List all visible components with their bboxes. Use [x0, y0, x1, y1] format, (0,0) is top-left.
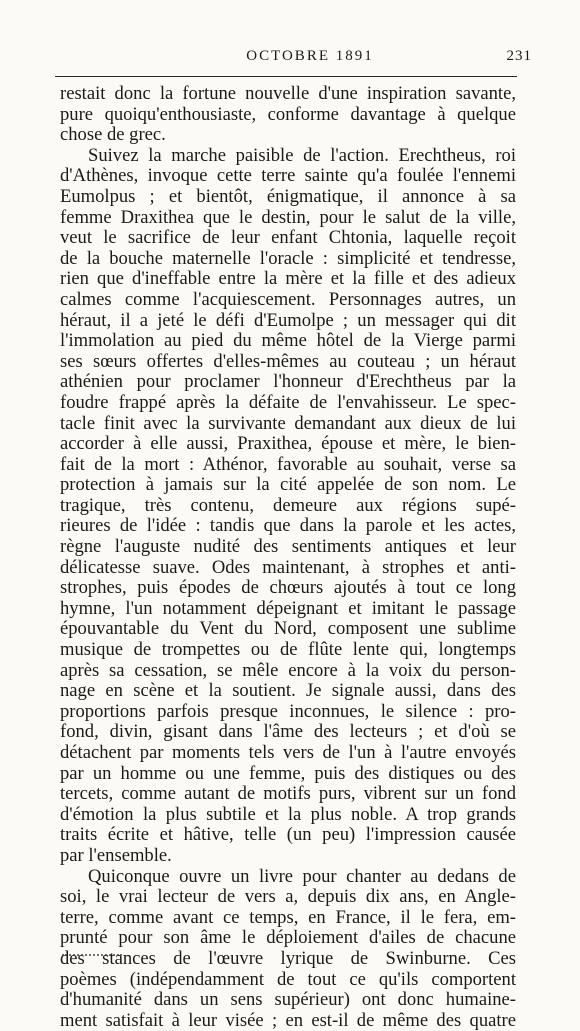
- catchword-mark: [62, 954, 122, 960]
- text-line: après sa cessation, se mêle encore à la voix du person-: [60, 660, 516, 681]
- text-line: délicatesse suave. Odes maintenant, à strophes et anti-: [60, 557, 516, 578]
- header-rule: [55, 76, 517, 77]
- text-line: détachent par moments tels vers de l'un à l'autre envoyés: [60, 743, 516, 763]
- text-line: accorder à elle aussi, Praxithea, épouse et mère, le bien-: [60, 434, 516, 455]
- text-line: règne l'auguste nudité des sentiments antiques et leur: [60, 537, 516, 558]
- page-number: 231: [506, 48, 532, 64]
- text-line: hymne, l'un notamment dépeignant et imitant le passage: [60, 598, 516, 619]
- text-line: d'humanité dans un sens supérieur) ont donc humaine-: [60, 990, 516, 1011]
- text-line: fond, divin, gisant dans l'âme des lecteurs ; et d'où se: [60, 722, 516, 743]
- text-line: calmes comme l'acquiescement. Personnages autres, un: [60, 289, 516, 310]
- text-line: épouvantable du Vent du Nord, composent une sublime: [60, 619, 516, 640]
- text-line: foudre frappé après la défaite de l'envahisseur. Le spec-: [60, 392, 516, 413]
- text-line: rieures de l'idée : tandis que dans la parole et les actes,: [60, 516, 516, 537]
- text-line: pure quoiqu'enthousiaste, conforme davantage à quelque: [60, 104, 516, 125]
- text-line: d'émotion la plus subtile et la plus noble. A trop grands: [60, 804, 516, 825]
- text-line: l'immolation au pied du même hôtel de la Vierge parmi: [60, 331, 516, 352]
- text-line: prunté pour son âme le déploiement d'ailes de chacune: [60, 928, 516, 949]
- text-line: chose de grec.: [60, 125, 166, 146]
- text-line: restait donc la fortune nouvelle d'une inspiration savante,: [60, 84, 516, 104]
- text-line: poèmes (indépendamment de tout ce qu'ils comportent: [60, 969, 516, 990]
- text-line: Suivez la marche paisible de l'action. Erechtheus, roi: [88, 145, 516, 166]
- text-line: Quiconque ouvre un livre pour chanter au dedans de: [88, 866, 516, 887]
- running-title: OCTOBRE 1891: [246, 48, 374, 64]
- text-line: tragique, très contenu, demeure aux régions supé-: [60, 495, 516, 516]
- text-line: musique de trompettes ou de flûte lente qui, longtemps: [60, 640, 516, 661]
- body-text: [60, 84, 516, 1031]
- text-line: de la bouche maternelle l'oracle : simplicité et tendresse,: [60, 248, 516, 269]
- text-line: athénien pour proclamer l'honneur d'Erechtheus par la: [60, 372, 516, 393]
- text-line: ment satisfait à leur visée ; en est-il de même des quatre: [60, 1010, 516, 1031]
- text-line: rien que d'ineffable entre la mère et la fille et des adieux: [60, 269, 516, 290]
- text-line: par un homme ou une femme, puis des distiques ou des: [60, 763, 516, 784]
- text-line: tacle finit avec la survivante demandant aux dieux de lui: [60, 413, 516, 434]
- text-line: d'Athènes, invoque cette terre sainte qu'a foulée l'ennemi: [60, 166, 516, 187]
- text-line: veut le sacrifice de leur enfant Chtonia, laquelle reçoit: [60, 228, 516, 249]
- text-line: Eumolpus ; et bientôt, énigmatique, il annonce à sa: [60, 186, 516, 207]
- text-line: femme Draxithea que le destin, pour le salut de la ville,: [60, 207, 516, 228]
- text-line: strophes, puis épodes de chœurs ajoutés à tout ce long: [60, 578, 516, 599]
- text-line: ses sœurs offertes d'elles-mêmes au couteau ; un héraut: [60, 351, 516, 372]
- text-line: soi, le vrai lecteur de vers a, depuis dix ans, en Angle-: [60, 887, 516, 908]
- text-line: protection à jamais sur la cité appelée de son nom. Le: [60, 475, 516, 496]
- text-line: par l'ensemble.: [60, 845, 172, 866]
- text-line: traits écrite et hâtive, telle (un peu) l'impression causée: [60, 825, 516, 846]
- text-line: proportions parfois presque inconnues, le silence : pro-: [60, 701, 516, 722]
- text-line: héraut, il a jeté le défi d'Eumolpe ; un messager qui dit: [60, 310, 516, 331]
- text-line: terre, comme avant ce temps, en France, il le fera, em-: [60, 907, 516, 928]
- text-line: tercets, comme autant de motifs purs, vibrent sur un fond: [60, 784, 516, 805]
- text-line: des stances de l'œuvre lyrique de Swinburne. Ces: [60, 948, 516, 969]
- text-line: fait de la mort : Athénor, favorable au souhait, verse sa: [60, 454, 516, 475]
- text-line: nage en scène et la soutient. Je signale aussi, dans des: [60, 681, 516, 702]
- running-head: [0, 48, 580, 70]
